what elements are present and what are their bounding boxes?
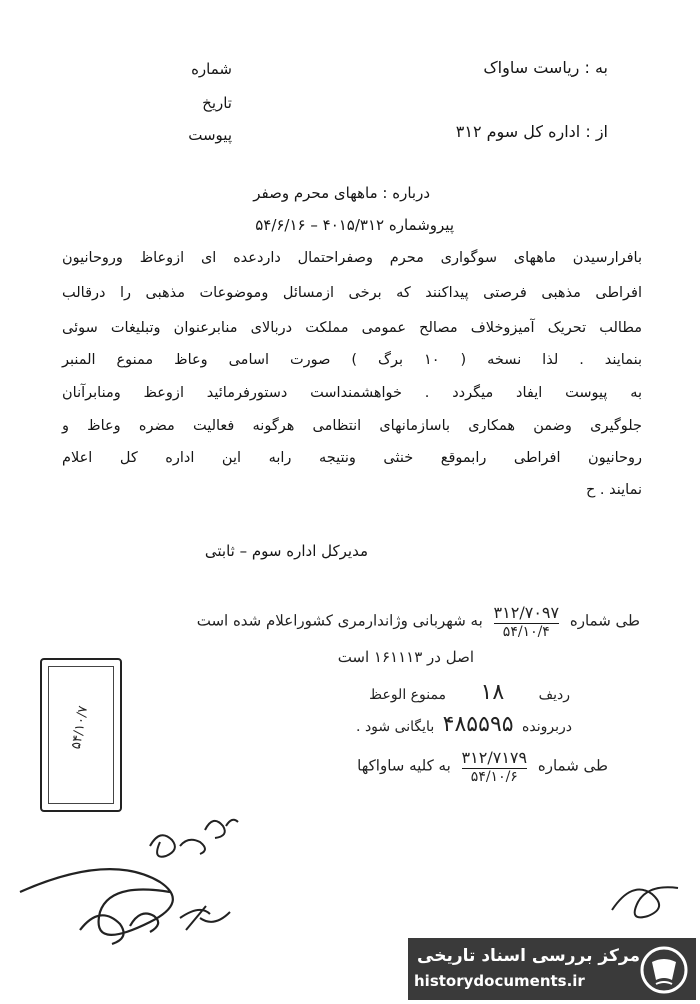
note-4-suffix: بایگانی شود . (356, 719, 435, 735)
note-4-prefix: دربرونده (522, 719, 572, 735)
body-line-7: روحانیون افراطی رابموقع خنثی ونتیجه رابه این اداره کل اعلام (62, 450, 642, 466)
subject-title: درباره : ماههای محرم وصفر (253, 184, 430, 202)
body-line-8: نمایند . ح (585, 482, 642, 498)
body-line-2: افراطی مذهبی فرصتی پیداکنند که برخی ازمسائل وموضوعات مذهبی را درقالب (62, 285, 642, 301)
note-3-number: ۱۸ (480, 680, 505, 705)
number-label: شماره (191, 60, 232, 78)
date-label: تاریخ (202, 94, 232, 112)
body-line-3: مطالب تحریک آمیزوخلاف مصالح عمومی مملکت دربالای منابرعنوان وتبلیغات سوئی (62, 320, 642, 336)
note-3-label: ردیف (538, 687, 570, 703)
note-1-number: ۳۱۲/۷۰۹۷ (493, 603, 560, 622)
note-5-prefix: طی شماره (537, 756, 608, 775)
scribble-mark (150, 820, 238, 857)
logo-icon (638, 944, 690, 996)
stamp-text: ۵۴/۱۰/۷ (68, 704, 92, 751)
to-value: ریاست ساواک (483, 58, 580, 77)
note-line-2: اصل در ۱۶۱۱۱۳ است (337, 648, 474, 666)
logo-title: مرکز بررسی اسناد تاریخی (417, 946, 640, 966)
body-line-1: بافرارسیدن ماههای سوگواری محرم وصفراحتمال داردعده ای ازوعاظ وروحانیون (62, 250, 642, 266)
note-3-text: ممنوع الوعظ (369, 687, 447, 703)
body-line-4: بنمایند . لذا نسخه ( ۱۰ برگ ) صورت اسامی وعاظ ممنوع المنبر (62, 352, 642, 368)
note-5-suffix: به کلیه ساواکها (357, 756, 451, 775)
initials-mark (180, 906, 230, 930)
note-1-suffix: به شهربانی وژاندارمری کشوراعلام شده است (196, 611, 483, 630)
to-label: به : (584, 58, 608, 77)
right-signature-mark (612, 887, 678, 917)
signature-mark (20, 869, 173, 944)
note-4-number: ۴۸۵۵۹۵ (442, 712, 514, 737)
from-label: از : (585, 122, 608, 141)
logo-url: historydocuments.ir (414, 972, 585, 990)
note-1-date: ۵۴/۱۰/۴ (502, 624, 550, 640)
subject-reference: پیروشماره ۴۰۱۵/۳۱۲ – ۵۴/۶/۱۶ (255, 216, 454, 234)
attachment-label: پیوست (188, 126, 232, 144)
body-line-5: به پیوست ایفاد میگردد . خواهشمنداست دستورفرمائید ازوعظ ومنابرآنان (62, 385, 642, 401)
note-5-date: ۵۴/۱۰/۶ (470, 769, 518, 785)
body-line-6: جلوگیری وضمن همکاری باسازمانهای انتظامی هرگونه فعالیت مضره وعاظ و (62, 418, 642, 434)
from-value: اداره کل سوم ۳۱۲ (455, 122, 581, 141)
signature-line: مدیرکل اداره سوم – ثابتی (204, 542, 368, 560)
note-5-number: ۳۱۲/۷۱۷۹ (461, 748, 528, 767)
note-1-prefix: طی شماره (569, 611, 640, 630)
